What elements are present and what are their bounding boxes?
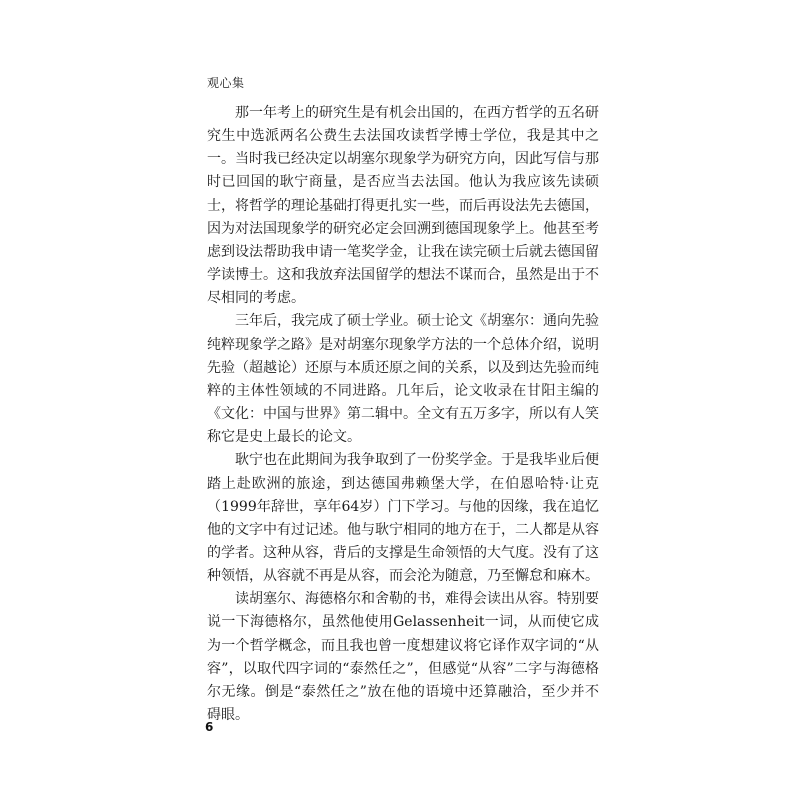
body-text [207,102,599,727]
paragraph-1: 那一年考上的研究生是有机会出国的，在西方哲学的五名研究生中选派两名公费生去法国攻读哲学博士学位，我是其中之一。当时我已经决定以胡塞尔现象学为研究方向，因此写信与那时已回国的耿宁商量，是否应当去法国。他认为我应该先读硕士，将哲学的理论基础打得更扎实一些，而后再设法先去德国，因为对法国现象学的研究必定会回溯到德国现象学上。他甚至考虑到设法帮助我申请一笔奖学金，让我在读完硕士后就去德国留学读博士。这和我放弃法国留学的想法不谋而合，虽然是出于不尽相同的考虑。 [207,105,599,307]
paragraph-3: 耿宁也在此期间为我争取到了一份奖学金。于是我毕业后便踏上赴欧洲的旅途，到达德国弗赖堡大学，在伯恩哈特·让克（1999年辞世，享年64岁）门下学习。与他的因缘，我在追忆他的文字中有过记述。他与耿宁相同的地方在于，二人都是从容的学者。这种从容，背后的支撑是生命领悟的大气度。没有了这种领悟，从容就不再是从容，而会沦为随意，乃至懈怠和麻木。 [207,452,599,585]
paragraph-4: 读胡塞尔、海德格尔和舍勒的书，难得会读出从容。特别要说一下海德格尔，虽然他使用Gelassenheit一词，从而使它成为一个哲学概念，而且我也曾一度想建议将它译作双字词的“从容”，以取代四字词的“泰然任之”，但感觉“从容”二字与海德格尔无缘。倒是“泰然任之”放在他的语境中还算融洽，至少并不碍眼。 [207,591,599,724]
page-number: 6 [205,720,214,734]
paragraph-2: 三年后，我完成了硕士学业。硕士论文《胡塞尔：通向先验纯粹现象学之路》是对胡塞尔现象学方法的一个总体介绍，说明先验（超越论）还原与本质还原之间的关系，以及到达先验而纯粹的主体性领域的不同进路。几年后，论文收录在甘阳主编的《文化：中国与世界》第二辑中。全文有五万多字，所以有人笑称它是史上最长的论文。 [207,313,599,446]
running-header-title: 观心集 [207,76,245,90]
